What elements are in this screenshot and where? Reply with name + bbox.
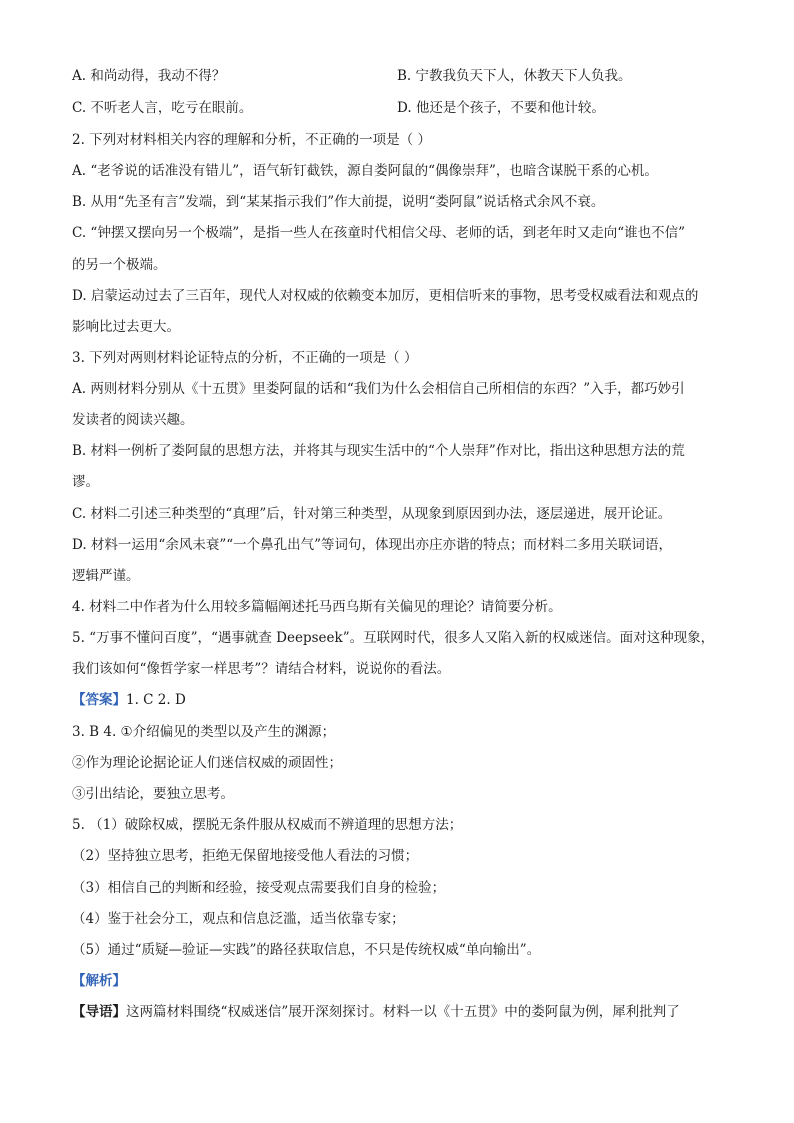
q1-option-a: A. 和尚动得，我动不得？ (72, 68, 226, 84)
q1-option-b: B. 宁教我负天下人，休教天下人负我。 (397, 68, 632, 84)
q3-option-d-cont: 逻辑严谨。 (72, 568, 140, 584)
q3-option-b-cont: 谬。 (72, 474, 99, 490)
answer-line-5: 5. （1）破除权威，摆脱无条件服从权威而不辨道理的思想方法； (72, 817, 463, 833)
q2-option-a: A. “老爷说的话准没有错儿”，语气斩钉截铁，源自娄阿鼠的“偶像崇拜”，也暗含谋脱干系的心机。 (72, 163, 658, 179)
analysis-guide (72, 1002, 732, 1022)
q2-option-d-cont: 影响比过去更大。 (72, 319, 180, 335)
guide-text: 这两篇材料围绕“权威迷信”展开深刻探讨。材料一以《十五贯》中的娄阿鼠为例，犀利批判了 (126, 1004, 680, 1020)
answer-line-4: ③引出结论，要独立思考。 (72, 786, 234, 802)
q3-option-c: C. 材料二引述三种类型的“真理”后，针对第三种类型，从现象到原因到办法，逐层递进，展开论证。 (72, 506, 672, 522)
q4-stem: 4. 材料二中作者为什么用较多篇幅阐述托马西乌斯有关偏见的理论？请简要分析。 (72, 599, 562, 615)
q3-option-a-cont: 发读者的阅读兴趣。 (72, 412, 194, 428)
answer-line-8: （4）鉴于社会分工，观点和信息泛滥，适当依靠专家； (72, 911, 405, 927)
answer-text-1: 1. C 2. D (126, 692, 186, 708)
q3-stem: 3. 下列对两则材料论证特点的分析，不正确的一项是（ ） (72, 350, 418, 366)
q2-option-b: B. 从用“先圣有言”发端，到“某某指示我们”作大前提，说明“娄阿鼠”说话格式余风不衰。 (72, 194, 605, 210)
q3-option-b: B. 材料一例析了娄阿鼠的思想方法，并将其与现实生活中的“个人崇拜”作对比，指出这种思想方法的荒 (72, 443, 685, 459)
answer-line-3: ②作为理论论据论证人们迷信权威的顽固性； (72, 755, 342, 771)
q3-option-a: A. 两则材料分别从《十五贯》里娄阿鼠的话和“我们为什么会相信自己所相信的东西？”入手，都巧妙引 (72, 381, 685, 397)
q2-option-c: C. “钟摆又摆向另一个极端”，是指一些人在孩童时代相信父母、老师的话，到老年时又走向“谁也不信” (72, 225, 686, 241)
answer-line-2: 3. B 4. ①介绍偏见的类型以及产生的渊源； (72, 724, 336, 740)
answer-line-9: （5）通过“质疑—验证—实践”的路径获取信息，不只是传统权威“单向输出”。 (72, 942, 541, 958)
q1-option-c: C. 不听老人言，吃亏在眼前。 (72, 100, 253, 116)
q2-stem: 2. 下列对材料相关内容的理解和分析，不正确的一项是（ ） (72, 132, 431, 148)
answer-line-6: （2）坚持独立思考，拒绝无保留地接受他人看法的习惯； (72, 848, 419, 864)
answer-line-7: （3）相信自己的判断和经验，接受观点需要我们自身的检验； (72, 880, 446, 896)
q3-option-d: D. 材料一运用“余风未衰”“一个鼻孔出气”等词句，体现出亦庄亦谐的特点；而材料二多用关联词语， (72, 537, 673, 553)
q1-option-d: D. 他还是个孩子，不要和他计较。 (397, 100, 605, 116)
q5-stem: 5. “万事不懂问百度”，“遇事就查 Deepseek”。互联网时代，很多人又陷入新的权威迷信。面对这种现象， (72, 630, 715, 646)
q2-option-d: D. 启蒙运动过去了三百年，现代人对权威的依赖变本加厉，更相信听来的事物，思考受权威看法和观点的 (72, 288, 699, 304)
answer-line-1 (72, 690, 732, 710)
answer-tag: 【答案】 (72, 692, 126, 708)
analysis-tag: 【解析】 (72, 973, 126, 989)
q5-stem-cont: 我们该如何“像哲学家一样思考”？请结合材料，说说你的看法。 (72, 661, 451, 677)
q2-option-c-cont: 的另一个极端。 (72, 257, 167, 273)
analysis-heading (72, 971, 732, 991)
guide-tag: 【导语】 (72, 1004, 126, 1020)
